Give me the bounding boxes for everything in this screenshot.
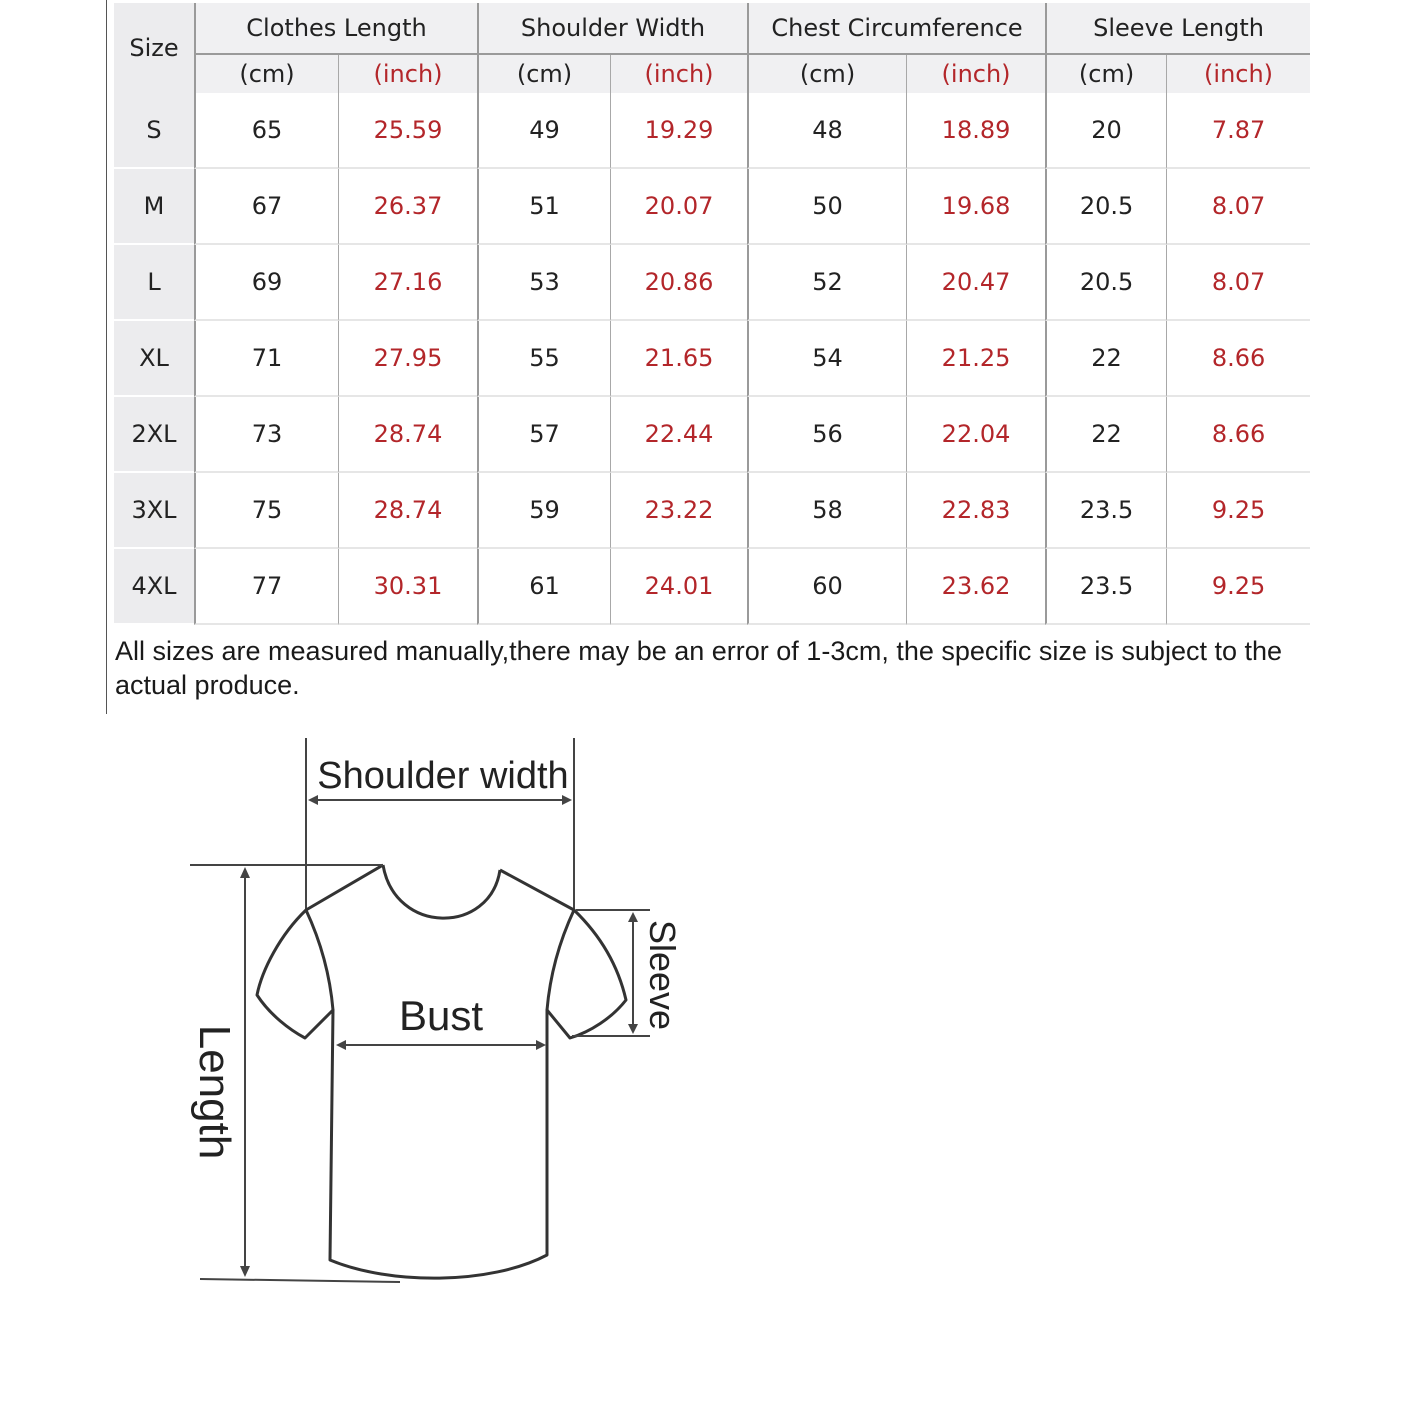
cm-value-cell: 49 [477, 93, 610, 169]
inch-value-cell: 8.66 [1166, 397, 1310, 473]
sleeve-length-header: Sleeve Length [1045, 3, 1310, 55]
clothes-length-header: Clothes Length [194, 3, 477, 55]
inch-value-cell: 25.59 [338, 93, 477, 169]
table-row [114, 321, 1310, 397]
inch-value-cell: 21.25 [906, 321, 1045, 397]
inch-value-cell: 9.25 [1166, 549, 1310, 625]
size-cell: 2XL [114, 397, 194, 473]
unit-inch-header: (inch) [906, 55, 1045, 93]
inch-value-cell: 22.44 [610, 397, 747, 473]
inch-value-cell: 20.47 [906, 245, 1045, 321]
cm-value-cell: 58 [747, 473, 906, 549]
table-row [114, 473, 1310, 549]
inch-value-cell: 21.65 [610, 321, 747, 397]
length-label: Length [190, 1024, 239, 1160]
cm-value-cell: 65 [194, 93, 338, 169]
cm-value-cell: 20.5 [1045, 245, 1166, 321]
inch-value-cell: 19.29 [610, 93, 747, 169]
bust-label: Bust [398, 992, 484, 1039]
inch-value-cell: 28.74 [338, 397, 477, 473]
inch-value-cell: 27.16 [338, 245, 477, 321]
chest-circumference-header: Chest Circumference [747, 3, 1045, 55]
size-rows [114, 93, 1310, 625]
cm-value-cell: 52 [747, 245, 906, 321]
inch-value-cell: 27.95 [338, 321, 477, 397]
unit-inch-header: (inch) [1166, 55, 1310, 93]
inch-value-cell: 7.87 [1166, 93, 1310, 169]
unit-cm-header: (cm) [1045, 55, 1166, 93]
inch-value-cell: 8.07 [1166, 245, 1310, 321]
cm-value-cell: 53 [477, 245, 610, 321]
cm-value-cell: 51 [477, 169, 610, 245]
size-cell: S [114, 93, 194, 169]
inch-value-cell: 28.74 [338, 473, 477, 549]
cm-value-cell: 56 [747, 397, 906, 473]
unit-inch-header: (inch) [610, 55, 747, 93]
unit-cm-header: (cm) [477, 55, 610, 93]
size-chart-table [114, 3, 1310, 625]
shoulder-width-header: Shoulder Width [477, 3, 747, 55]
inch-value-cell: 8.66 [1166, 321, 1310, 397]
table-row [114, 169, 1310, 245]
cm-value-cell: 75 [194, 473, 338, 549]
inch-value-cell: 22.04 [906, 397, 1045, 473]
inch-value-cell: 20.86 [610, 245, 747, 321]
size-cell: 4XL [114, 549, 194, 625]
cm-value-cell: 59 [477, 473, 610, 549]
cm-value-cell: 23.5 [1045, 549, 1166, 625]
table-row [114, 93, 1310, 169]
cm-value-cell: 54 [747, 321, 906, 397]
cm-value-cell: 73 [194, 397, 338, 473]
bust-guide [336, 1040, 546, 1050]
size-column-header: Size [114, 3, 194, 93]
cm-value-cell: 50 [747, 169, 906, 245]
cm-value-cell: 22 [1045, 321, 1166, 397]
cm-value-cell: 61 [477, 549, 610, 625]
tshirt-outline [257, 865, 626, 1278]
measurement-note: All sizes are measured manually,there may be an error of 1-3cm, the specific size is subject to the actual produce. [115, 636, 1283, 700]
inch-value-cell: 23.62 [906, 549, 1045, 625]
cm-value-cell: 48 [747, 93, 906, 169]
cm-value-cell: 67 [194, 169, 338, 245]
inch-value-cell: 9.25 [1166, 473, 1310, 549]
cm-value-cell: 23.5 [1045, 473, 1166, 549]
cm-value-cell: 57 [477, 397, 610, 473]
table-row [114, 549, 1310, 625]
inch-value-cell: 22.83 [906, 473, 1045, 549]
cm-value-cell: 77 [194, 549, 338, 625]
cm-value-cell: 71 [194, 321, 338, 397]
size-cell: M [114, 169, 194, 245]
sleeve-label: Sleeve [642, 919, 683, 1031]
inch-value-cell: 19.68 [906, 169, 1045, 245]
cm-value-cell: 20 [1045, 93, 1166, 169]
inch-value-cell: 30.31 [338, 549, 477, 625]
inch-value-cell: 23.22 [610, 473, 747, 549]
unit-cm-header: (cm) [747, 55, 906, 93]
size-cell: 3XL [114, 473, 194, 549]
inch-value-cell: 24.01 [610, 549, 747, 625]
table-row [114, 397, 1310, 473]
tshirt-measurement-diagram [0, 720, 800, 1320]
inch-value-cell: 26.37 [338, 169, 477, 245]
inch-value-cell: 18.89 [906, 93, 1045, 169]
shoulder-width-label: Shoulder width [317, 755, 569, 797]
size-cell: XL [114, 321, 194, 397]
left-border-line [106, 0, 107, 714]
size-cell: L [114, 245, 194, 321]
cm-value-cell: 22 [1045, 397, 1166, 473]
inch-value-cell: 8.07 [1166, 169, 1310, 245]
cm-value-cell: 55 [477, 321, 610, 397]
unit-cm-header: (cm) [194, 55, 338, 93]
cm-value-cell: 69 [194, 245, 338, 321]
unit-inch-header: (inch) [338, 55, 477, 93]
inch-value-cell: 20.07 [610, 169, 747, 245]
cm-value-cell: 20.5 [1045, 169, 1166, 245]
cm-value-cell: 60 [747, 549, 906, 625]
table-row [114, 245, 1310, 321]
